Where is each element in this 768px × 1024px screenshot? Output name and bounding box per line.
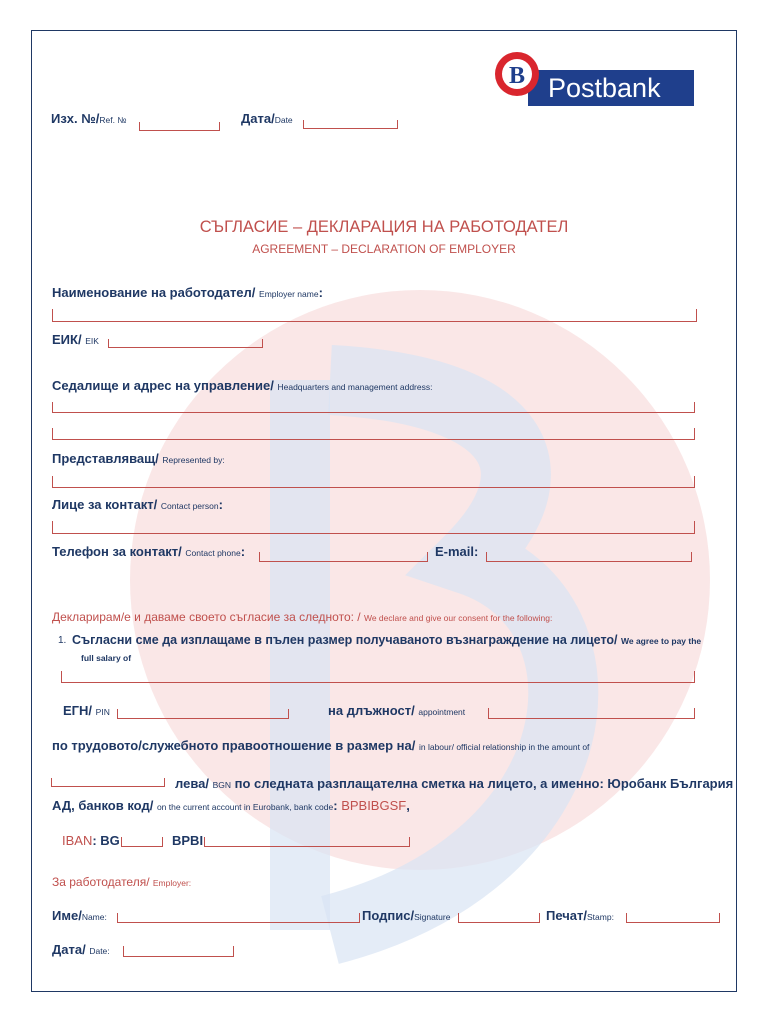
bank-code-line: АД, банков код/ on the current account in Eurobank, bank code: BPBIBGSF, (52, 798, 410, 813)
postbank-logo (492, 50, 698, 108)
declaration-intro: Декларирам/е и даваме своето съгласие за следното: / We declare and give our consent for the following: (52, 610, 553, 624)
signer-name-field[interactable] (117, 913, 360, 923)
email-label: E-mail: (435, 544, 479, 559)
represented-field[interactable] (52, 476, 695, 488)
position-label: на длъжност/ appointment (328, 703, 466, 718)
eik-label: ЕИК/ EIK (52, 332, 99, 347)
email-field[interactable] (486, 552, 692, 562)
brand-name: Postbank (548, 73, 661, 103)
contact-person-label: Лице за контакт/ Contact person: (52, 497, 223, 512)
relation-label: по трудовото/служебното правоотношение в размер на/ in labour/ official relationship in the amount of (52, 738, 590, 753)
iban-label: IBAN: BG (62, 833, 120, 848)
account-text: лева/ BGN по следната разплащателна сметка на лицето, а именно: Юробанк България (175, 776, 734, 791)
date-field[interactable] (303, 120, 398, 129)
signature-label: Подпис/Signature (362, 908, 451, 923)
ref-number-field[interactable] (139, 122, 220, 131)
employee-name-field[interactable] (61, 671, 695, 683)
signature-field[interactable] (458, 913, 540, 923)
amount-field[interactable] (51, 778, 165, 787)
contact-phone-field[interactable] (259, 552, 428, 562)
position-field[interactable] (488, 708, 695, 719)
iban-account-field[interactable] (204, 837, 410, 847)
bank-code-value: BPBIBGSF (341, 798, 407, 813)
item1-text: Съгласни сме да изплащаме в пълен размер получаваното възнаграждение на лицето/ We agree to pay the (72, 633, 702, 647)
contact-phone-label: Телефон за контакт/ Contact phone: (52, 544, 246, 559)
egn-label: ЕГН/ PIN (63, 703, 110, 718)
address-label: Седалище и адрес на управление/ Headquarters and management address: (52, 378, 433, 393)
represented-label: Представляващ/ Represented by: (52, 451, 225, 466)
iban-bg-field[interactable] (121, 837, 163, 847)
bpbi-label: BPBI (172, 833, 204, 848)
item1-number: 1. (58, 635, 67, 646)
eik-field[interactable] (108, 339, 263, 348)
signing-date-label: Дата/ Date: (52, 942, 110, 957)
egn-field[interactable] (117, 709, 289, 719)
logo-letter: B (508, 63, 526, 89)
employer-section-heading: За работодателя/ Employer: (52, 875, 192, 889)
title-en: AGREEMENT – DECLARATION OF EMPLOYER (252, 242, 516, 256)
address-field-1[interactable] (52, 402, 695, 413)
date-label: Дата/Date (241, 111, 293, 126)
employer-name-label: Наименование на работодател/ Employer name: (52, 285, 323, 300)
ref-label: Изх. №/Ref. № (51, 111, 127, 126)
signing-date-field[interactable] (123, 946, 234, 957)
employer-name-field[interactable] (52, 309, 697, 322)
item1-text-en: full salary of (81, 653, 132, 663)
signer-name-label: Име/Name: (52, 908, 107, 923)
title-bg: СЪГЛАСИЕ – ДЕКЛАРАЦИЯ НА РАБОТОДАТЕЛ (199, 218, 569, 236)
stamp-field[interactable] (626, 913, 720, 923)
address-field-2[interactable] (52, 428, 695, 440)
stamp-label: Печат/Stamp: (546, 908, 614, 923)
contact-person-field[interactable] (52, 521, 695, 534)
